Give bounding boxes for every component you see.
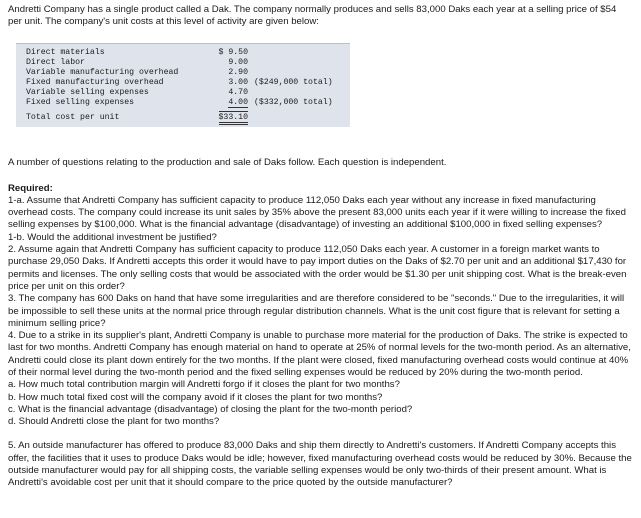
cost-label: Direct labor xyxy=(26,57,85,67)
cost-row-variable-selling xyxy=(16,88,350,98)
intro-paragraph: Andretti Company has a single product called a Dak. The company normally produces and sells 83,000 Daks each year at a selling price of $54 per unit. The company's unit costs at this level of activity are given below: xyxy=(8,4,617,28)
question-1b: 1-b. Would the additional investment be justified? xyxy=(8,231,217,243)
cost-row-direct-labor xyxy=(16,58,350,68)
question-3: 3. The company has 600 Daks on hand that have some irregularities and are therefore considered to be "seconds." Due to the irregularities, it will be impossible to sell these units at the normal price through regular distribution channels. What is the unit cost figure that is relevant for setting a minimum selling price? xyxy=(8,293,625,329)
cost-row-variable-mfg-overhead xyxy=(16,68,350,78)
cost-amount: 2.90 xyxy=(228,67,248,77)
required-heading: Required: xyxy=(8,182,53,194)
questions-list xyxy=(8,195,634,429)
question-4a: a. How much total contribution margin will Andretti forgo if it closes the plant for two months? xyxy=(8,379,400,391)
cost-row-fixed-mfg-overhead xyxy=(16,78,350,88)
lead-paragraph: A number of questions relating to the production and sale of Daks follow. Each question is independent. xyxy=(8,157,447,169)
question-2: 2. Assume again that Andretti Company has sufficient capacity to produce 112,050 Daks each year. A customer in a foreign market wants to purchase 29,050 Daks. If Andretti accepts this order it would have to pay import duties on the Daks of $2.70 per unit and an additional $17,430 for permits and licenses. The only selling costs that would be associated with the order would be $1.30 per unit shipping cost. What is the break-even price per unit on this order? xyxy=(8,244,627,292)
cost-amount: $ 9.50 xyxy=(218,47,248,57)
question-1a: 1-a. Assume that Andretti Company has sufficient capacity to produce 112,050 Daks each year without any increase in fixed manufacturing overhead costs. The company could increase its unit sales by 35% above the present 83,000 units each year if it were willing to increase the fixed selling expenses by $100,000. What is the financial advantage (disadvantage) of investing an additional $100,000 in fixed selling expenses? xyxy=(8,194,626,231)
unit-cost-table xyxy=(16,43,350,128)
cost-label: Fixed selling expenses xyxy=(26,98,135,108)
cost-note: ($249,000 total) xyxy=(254,77,333,87)
cost-row-total xyxy=(16,113,350,123)
cost-amount: 3.00 xyxy=(228,77,248,87)
total-amount-value: $33.10 xyxy=(219,111,248,125)
question-4d: d. Should Andretti close the plant for two months? xyxy=(8,416,220,428)
cost-row-direct-materials xyxy=(16,48,350,58)
cost-label: Fixed manufacturing overhead xyxy=(26,77,164,87)
cost-amount xyxy=(212,98,248,108)
cost-label: Variable manufacturing overhead xyxy=(26,67,179,77)
question-4c: c. What is the financial advantage (disadvantage) of closing the plant for the two-month period? xyxy=(8,403,413,415)
question-4b: b. How much total fixed cost will the company avoid if it closes the plant for two months? xyxy=(8,391,383,403)
cost-amount: 4.70 xyxy=(228,87,248,97)
cost-label: Direct materials xyxy=(26,47,105,57)
cost-amount-value: 4.00 xyxy=(228,98,248,108)
cost-label: Variable selling expenses xyxy=(26,87,149,97)
question-4: 4. Due to a strike in its supplier's plant, Andretti Company is unable to purchase more material for the production of Daks. The strike is expected to last for two months. Andretti Company has enough material on hand to operate at 25% of normal levels for the two-month period. As an alternative, Andretti could close its plant down entirely for the two months. If the plant were closed, fixed manufacturing overhead costs would continue at 40% of their normal level during the two-month period and the fixed selling expenses would be reduced by 20% during the two-month period. xyxy=(8,330,631,378)
cost-note: ($332,000 total) xyxy=(254,98,333,108)
cost-amount: 9.00 xyxy=(228,57,248,67)
total-label: Total cost per unit xyxy=(26,113,120,123)
question-5: 5. An outside manufacturer has offered to produce 83,000 Daks and ship them directly to Andretti's customers. If Andretti Company accepts this offer, the facilities that it uses to produce Daks would be idle; however, fixed manufacturing overhead costs would be reduced by 30%. Because the outside manufacturer would pay for all shipping costs, the variable selling expenses would be only two-thirds of their present amount. What is Andretti's avoidable cost per unit that it should compare to the price quoted by the outside manufacturer? xyxy=(8,440,632,489)
total-amount xyxy=(212,113,248,123)
cost-row-fixed-selling xyxy=(16,98,350,108)
